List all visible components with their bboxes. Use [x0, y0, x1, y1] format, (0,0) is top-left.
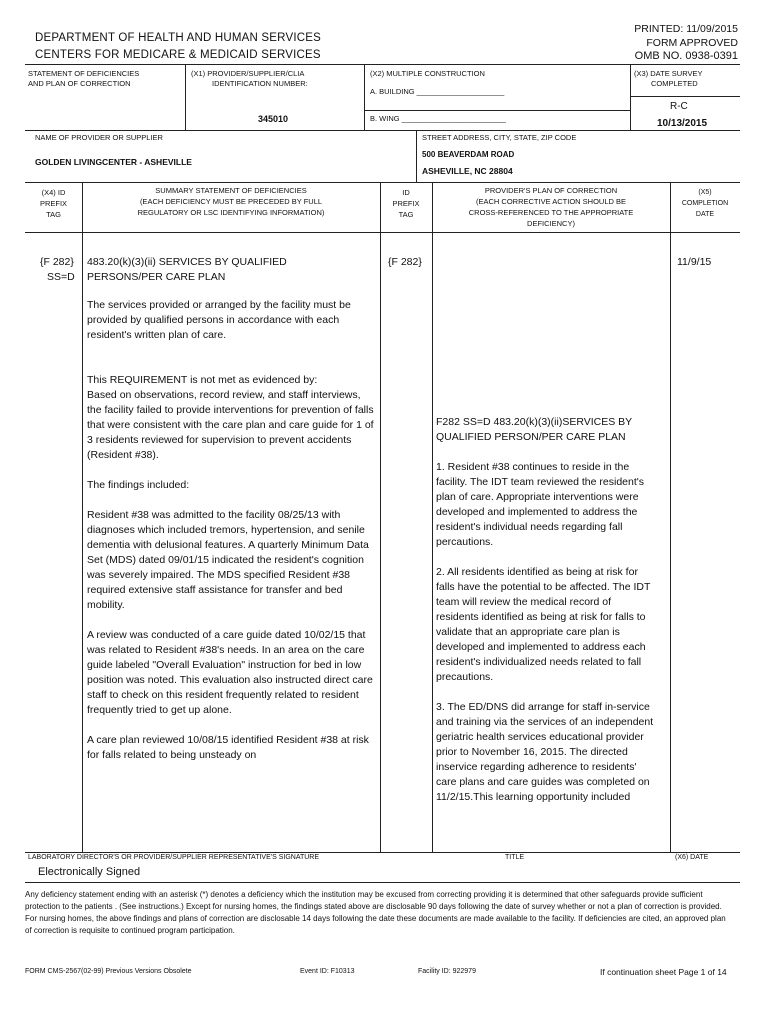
rule	[630, 96, 740, 97]
title-label: TITLE	[505, 854, 525, 861]
finding-paragraph: Resident #38 was admitted to the facility 08/25/13 with diagnoses which included tremors, hypertension, and senile dementia with delusional features. A quarterly Minimum Data Set (MDS) dated 09/01/15 indicated the resident's cognition was severely impaired. The MDS specified Resident #38 required extensive staff assistance for transfer and bed mobility.	[87, 509, 369, 611]
address-line-2: ASHEVILLE, NC 28804	[422, 166, 513, 176]
provider-id-number: 345010	[258, 114, 289, 124]
rule	[25, 64, 740, 65]
regulation-title: 483.20(k)(3)(ii) SERVICES BY QUALIFIED	[87, 256, 287, 268]
divider	[630, 64, 631, 130]
summary-header: SUMMARY STATEMENT OF DEFICIENCIES (EACH DEFICIENCY MUST BE PRECEDED BY FULL REGULATORY OR LSC IDENTIFYING INFORMATION)	[137, 186, 325, 217]
plan-title: F282 SS=D 483.20(k)(3)(ii)SERVICES BY QUALIFIED PERSON/PER CARE PLAN	[436, 416, 632, 443]
provider-label: NAME OF PROVIDER OR SUPPLIER	[35, 133, 163, 142]
rule	[25, 232, 740, 233]
divider	[185, 64, 186, 130]
rule	[364, 110, 630, 111]
plan-step: 2. All residents identified as being at risk for falls have the potential to be affected. The IDT team will review the medical record of residents identified as being at risk for falls to validate that an appropriate care plan is developed and implemented to address each resident's individualized needs related to fall precautions.	[436, 566, 651, 683]
facility-id: Facility ID: 922979	[418, 968, 476, 975]
x1-label: (X1) PROVIDER/SUPPLIER/CLIA	[191, 69, 305, 78]
date-label: (X6) DATE	[675, 854, 709, 861]
plan-step: 1. Resident #38 continues to reside in the facility. The IDT team reviewed the resident's plan of care. Appropriate interventions were developed and implemented to address the resident's individual needs regarding fall percautions.	[436, 461, 645, 548]
address-line-1: 500 BEAVERDAM ROAD	[422, 150, 515, 159]
correction-tag: {F 282}	[388, 256, 422, 268]
column-divider	[670, 182, 671, 852]
deficiency-summary	[87, 255, 377, 778]
x3-label: (X3) DATE SURVEY	[634, 69, 703, 78]
plan-of-correction	[436, 415, 656, 820]
omb-number: OMB NO. 0938-0391	[634, 50, 738, 62]
divider	[364, 64, 365, 130]
building-field: A. BUILDING _____________________	[370, 87, 505, 96]
column-divider	[82, 182, 83, 852]
provider-name: GOLDEN LIVINGCENTER - ASHEVILLE	[35, 157, 192, 167]
survey-code: R-C	[670, 101, 688, 112]
finding-paragraph: A review was conducted of a care guide dated 10/02/15 that was related to Resident #38's needs. In an area on the care guide labeled "Overall Evaluation" instruction for bed in low position was noted. This evaluation also instructed direct care staff to check on this resident frequently related to resident frequently tried to get up alone.	[87, 629, 373, 716]
form-id: FORM CMS-2567(02-99) Previous Versions Obsolete	[25, 968, 192, 975]
statement-label-1: STATEMENT OF DEFICIENCIES	[28, 69, 140, 78]
severity-code: SS=D	[47, 271, 75, 283]
electronic-signature: Electronically Signed	[38, 866, 141, 878]
rule	[25, 882, 740, 883]
x1-label-2: IDENTIFICATION NUMBER:	[212, 79, 308, 88]
department-name: DEPARTMENT OF HEALTH AND HUMAN SERVICES	[35, 32, 321, 44]
finding-paragraph: A care plan reviewed 10/08/15 identified Resident #38 at risk for falls related to being unsteady on	[87, 734, 369, 761]
findings-intro: The findings included:	[87, 479, 190, 491]
id-prefix-header: ID PREFIX TAG	[392, 188, 420, 219]
requirement-text: The services provided or arranged by the facility must be provided by qualified persons in accordance with each resident's written plan of care.	[87, 299, 351, 341]
event-id: Event ID: F10313	[300, 968, 355, 975]
column-divider	[380, 182, 381, 852]
plan-header: PROVIDER'S PLAN OF CORRECTION (EACH CORRECTIVE ACTION SHOULD BE CROSS-REFERENCED TO THE APPROPRIATE DEFICIENCY)	[468, 186, 634, 228]
printed-date: PRINTED: 11/09/2015	[634, 23, 738, 35]
deficiency-tag: {F 282}	[40, 256, 74, 268]
x4-header: (X4) ID PREFIX TAG	[39, 188, 68, 219]
plan-step: 3. The ED/DNS did arrange for staff in-service and training via the services of an independent geriatric health services educational provider prior to November 16, 2015. The directed inservice regarding adherence to residents' care plans and care guides was completed on 11/2/15.This learning opportunity included	[436, 701, 654, 803]
x3-label-2: COMPLETED	[651, 79, 698, 88]
page-number: If continuation sheet Page 1 of 14	[600, 967, 727, 977]
form-approved: FORM APPROVED	[646, 37, 738, 49]
address-label: STREET ADDRESS, CITY, STATE, ZIP CODE	[422, 133, 577, 142]
survey-date: 10/13/2015	[657, 118, 708, 129]
column-divider	[432, 182, 433, 852]
requirement-not-met: This REQUIREMENT is not met as evidenced by:	[87, 374, 318, 386]
completion-date: 11/9/15	[677, 256, 712, 268]
rule	[25, 130, 740, 131]
x5-header: (X5) COMPLETION DATE	[681, 189, 729, 218]
wing-field: B. WING _________________________	[370, 114, 506, 123]
regulation-title-2: PERSONS/PER CARE PLAN	[87, 271, 226, 283]
agency-name: CENTERS FOR MEDICARE & MEDICAID SERVICES	[35, 49, 321, 61]
finding-basis: Based on observations, record review, and staff interviews, the facility failed to provide interventions for prevention of falls that were consistent with the care plan and care guide for 1 of 3 residents reviewed for supervision to prevent accidents (Resident #38).	[87, 389, 374, 461]
divider	[416, 130, 417, 182]
x2-label: (X2) MULTIPLE CONSTRUCTION	[370, 69, 485, 78]
disclaimer-text: Any deficiency statement ending with an asterisk (*) denotes a deficiency which the institution may be excused from correcting providing it is determined that other safeguards provide sufficient protection to the patients . (See instructions.) Except for nursing homes, the findings stated above are disclosable 90 days following the date of survey whether or not a plan of correction is provided. For nursing homes, the above findings and plans of correction are disclosable 14 days following the date these documents are made available to the facility. If deficiencies are cited, an approved plan of correction is requisite to continued program participation.	[25, 890, 726, 935]
rule	[25, 182, 740, 183]
statement-label-2: AND PLAN OF CORRECTION	[28, 79, 131, 88]
signature-label: LABORATORY DIRECTOR'S OR PROVIDER/SUPPLIER REPRESENTATIVE'S SIGNATURE	[28, 854, 320, 861]
